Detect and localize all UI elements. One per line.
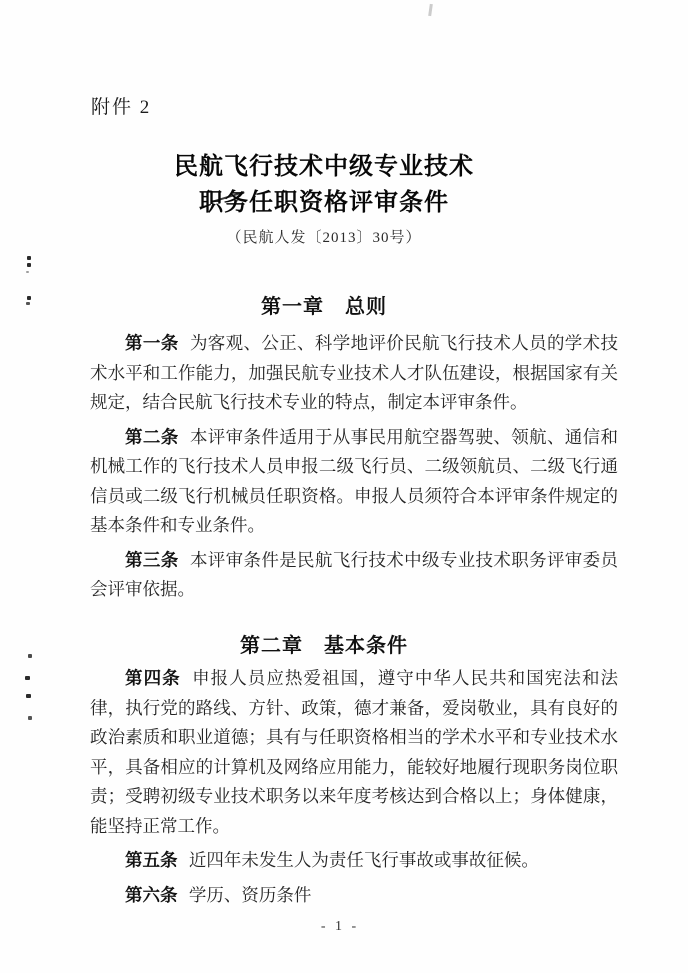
article-5-label: 第五条 bbox=[125, 850, 178, 870]
margin-punch-dot bbox=[26, 271, 29, 273]
scan-artifact-mark bbox=[428, 4, 433, 16]
article-3 bbox=[90, 546, 618, 605]
page-number: - 1 - bbox=[320, 919, 360, 934]
margin-punch-dot bbox=[27, 263, 31, 267]
article-6 bbox=[90, 881, 618, 911]
document-title bbox=[0, 149, 648, 221]
margin-punch-dot bbox=[28, 716, 32, 720]
attachment-label: 附件 2 bbox=[91, 97, 152, 118]
article-4 bbox=[90, 664, 618, 841]
article-2-text: 本评审条件适用于从事民用航空器驾驶、领航、通信和机械工作的飞行技术人员申报二级飞行员、二级领航员、二级飞行通信员或二级飞行机械员任职资格。申报人员须符合本评审条件规定的基本条件和专业条件。 bbox=[90, 426, 619, 535]
chapter-1-articles bbox=[90, 329, 618, 605]
chapter-1-heading: 第一章 总则 bbox=[261, 296, 387, 318]
article-1 bbox=[90, 329, 618, 418]
article-1-label: 第一条 bbox=[125, 333, 179, 353]
margin-punch-dot bbox=[26, 694, 31, 698]
margin-punch-dot bbox=[25, 676, 30, 680]
chapter-2-heading: 第二章 基本条件 bbox=[240, 635, 408, 657]
article-3-text: 本评审条件是民航飞行技术中级专业技术职务评审委员会评审依据。 bbox=[90, 549, 619, 599]
document-title-line1: 民航飞行技术中级专业技术 bbox=[174, 154, 474, 180]
article-2 bbox=[90, 423, 618, 541]
article-3-label: 第三条 bbox=[125, 549, 179, 570]
article-6-label: 第六条 bbox=[125, 884, 178, 905]
article-5-text: 近四年未发生人为责任飞行事故或事故征候。 bbox=[188, 850, 539, 870]
article-5 bbox=[90, 846, 618, 876]
document-title-line2: 职务任职资格评审条件 bbox=[199, 190, 449, 216]
article-6-text: 学历、资历条件 bbox=[188, 884, 312, 905]
article-4-label: 第四条 bbox=[125, 668, 181, 688]
article-4-text: 申报人员应热爱祖国，遵守中华人民共和国宪法和法律，执行党的路线、方针、政策，德才兼备，爱岗敬业，具有良好的政治素质和职业道德；具有与任职资格相当的学术水平和专业技术水平，具备相应的计算机及网络应用能力，能较好地履行现职务岗位职责；受聘初级专业技术职务以来年度考核达到合格以上；身体健康，能坚持正常工作。 bbox=[90, 668, 619, 836]
margin-punch-dot bbox=[27, 256, 31, 260]
article-1-text: 为客观、公正、科学地评价民航飞行技术人员的学术技术水平和工作能力，加强民航专业技术人才队伍建设，根据国家有关规定，结合民航飞行技术专业的特点，制定本评审条件。 bbox=[90, 333, 619, 412]
document-number: （民航人发〔2013〕30号） bbox=[226, 230, 422, 246]
article-2-label: 第二条 bbox=[125, 426, 179, 447]
chapter-2-articles bbox=[90, 664, 618, 910]
